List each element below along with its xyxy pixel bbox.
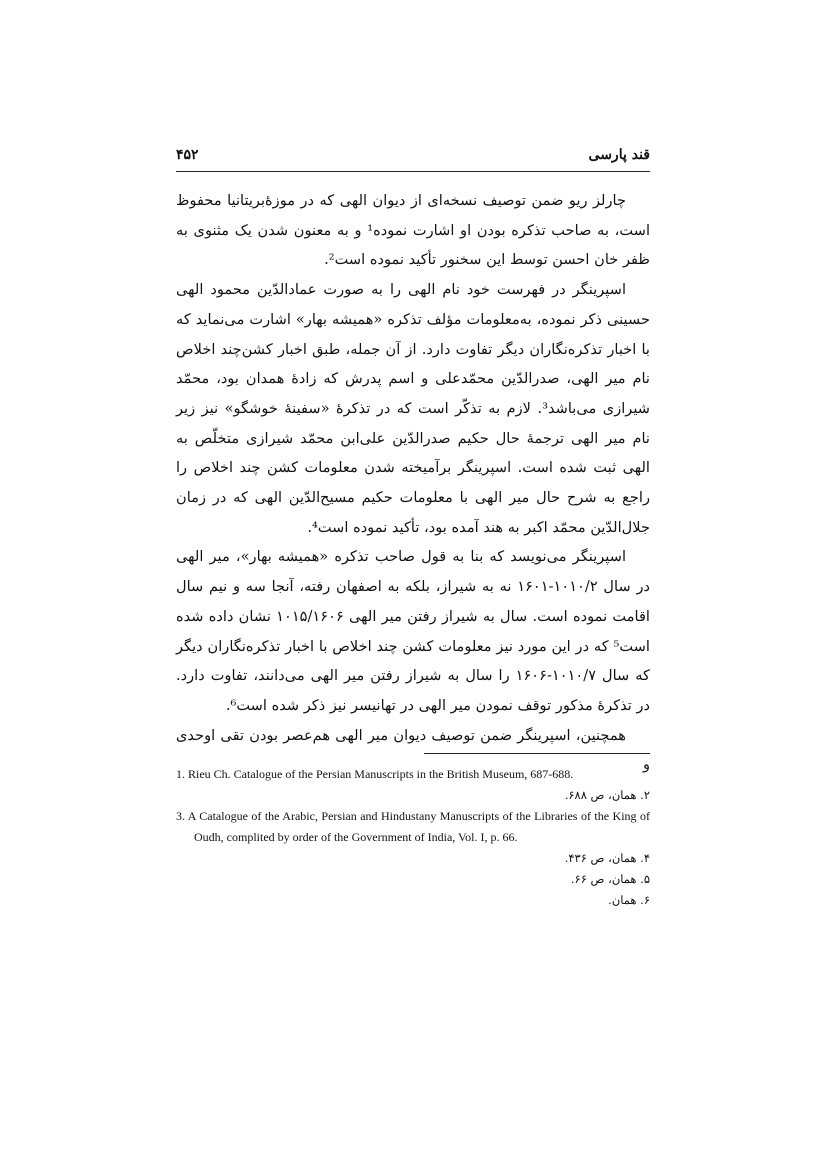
header-rule — [176, 171, 650, 172]
footnote: ۶. همان. — [608, 893, 650, 907]
footnote: 3. A Catalogue of the Arabic, Persian and Hindustany Manuscripts of the Libraries of the King of Oudh, complited by order of the Government of India, Vol. I, p. 66. — [176, 809, 650, 844]
footnote-rule — [424, 753, 650, 754]
paragraph: چارلز ریو ضمن توصیف نسخه‌ای از دیوان الهی که در موزهٔ‌بریتانیا محفوظ است، به صاحب تذکره بودن او اشارت نموده¹ و به معنون شدن یک مثنوی به ظفر خان احسن توسط این سخنور تأکید نموده است². — [176, 192, 650, 269]
footnotes — [176, 764, 650, 911]
paragraph: همچنین، اسپرینگر ضمن توصیف دیوان میر الهی هم‌عصر بودن تقی اوحدی و — [176, 726, 650, 774]
page-header — [176, 143, 650, 167]
footnote: ۲. همان، ص ۶۸۸. — [564, 788, 650, 802]
footnote: ۵. همان، ص ۶۶. — [570, 872, 650, 886]
body-text — [176, 186, 650, 780]
paragraph: اسپرینگر می‌نویسد که بنا به قول صاحب تذکره «همیشه بهار»، میر الهی در سال ۱۰۱۰/۲-۱۶۰۱ نه به شیراز، بلکه به اصفهان رفته، آنجا سه و نیم سال اقامت نموده است. سال به شیراز رفتن میر الهی ۱۰۱۵/۱۶۰۶ نشان داده شده است⁵ که در این مورد نیز معلومات کشن چند اخلاص با اخبار تذکره‌نگاران دیگر که سال ۱۰۱۰/۷-۱۶۰۶ را سال به شیراز رفتن میر الهی می‌دانند، تفاوت دارد. در تذکرهٔ مذکور توقف نمودن میر الهی در تهانیسر نیز ذکر شده است⁶. — [176, 548, 650, 714]
page-number: ۴۵۲ — [176, 147, 199, 163]
footnote: ۴. همان، ص ۴۳۶. — [564, 851, 650, 865]
running-title: قند پارسی — [588, 147, 650, 163]
footnote: 1. Rieu Ch. Catalogue of the Persian Manuscripts in the British Museum, 687-688. — [176, 767, 574, 781]
paragraph: اسپرینگر در فهرست خود نام الهی را به صورت عمادالدّین محمود الهی حسینی ذکر نموده، به‌معلومات مؤلف تذکره «همیشه بهار» اشارت می‌نماید که با اخبار تذکره‌نگاران دیگر تفاوت دارد. از آن جمله، طبق اخبار کشن‌چند اخلاص نام میر الهی، صدرالدّین محمّدعلی و اسم پدرش که زادهٔ همدان بود، محمّد شیرازی می‌باشد³. لازم به تذکّر است که در تذکرهٔ «سفینهٔ خوشگو» نیز زیر نام میر الهی ترجمهٔ حال حکیم صدرالدّین علی‌ابن محمّد شیرازی متخلّص به الهی ثبت شده است. اسپرینگر برآمیخته شدن معلومات کشن چند اخلاص را راجع به شرح حال میر الهی با معلومات حکیم مسیح‌الدّین الهی که در زمان جلال‌الدّین محمّد اکبر به هند آمده بود، تأکید نموده است⁴. — [176, 281, 650, 536]
